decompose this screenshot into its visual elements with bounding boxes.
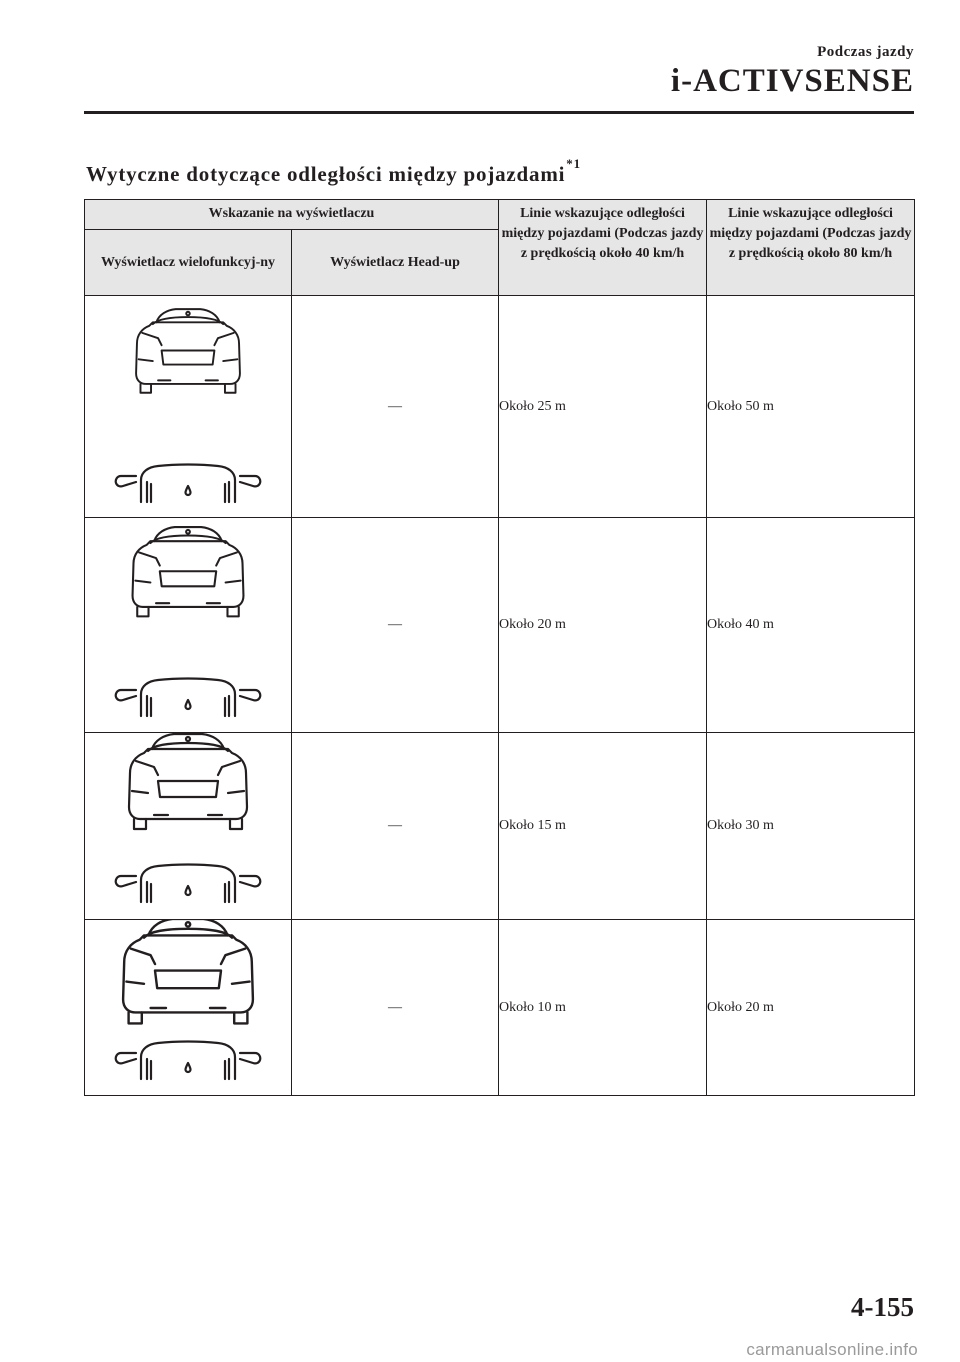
multi-display-indication (85, 518, 292, 733)
car-distance-graphic (85, 518, 292, 732)
distance-80: Około 30 m (707, 733, 915, 920)
distance-80: Około 40 m (707, 518, 915, 733)
distance-80: Około 50 m (707, 296, 915, 518)
watermark: carmanualsonline.info (746, 1340, 918, 1359)
multi-display-indication (85, 296, 292, 518)
lead-car-icon (123, 920, 253, 1023)
hud-indication: — (292, 296, 499, 518)
table-row (85, 518, 915, 733)
hud-indication: — (292, 518, 499, 733)
page-header (671, 44, 914, 98)
page-title (86, 156, 581, 187)
distance-table (84, 199, 915, 1096)
multi-display-indication (85, 920, 292, 1096)
distance-40: Około 10 m (499, 920, 707, 1096)
header-multi-display: Wyświetlacz wielofunkcyj-ny (85, 230, 292, 296)
title-text: Wytyczne dotyczące odległości między pojazdami (86, 162, 566, 186)
header-hud: Wyświetlacz Head-up (292, 230, 499, 296)
lead-car-icon (129, 734, 247, 829)
hud-indication: — (292, 733, 499, 920)
chapter-name: i-ACTIVSENSE (670, 63, 914, 99)
car-distance-graphic (85, 296, 292, 517)
section-name: Podczas jazdy (817, 44, 914, 60)
lead-car-icon (133, 527, 244, 616)
own-car-icon (116, 465, 261, 503)
table-row (85, 920, 915, 1096)
car-distance-graphic (85, 733, 292, 919)
car-distance-graphic (85, 920, 292, 1095)
lead-car-icon (136, 309, 240, 393)
distance-40: Około 15 m (499, 733, 707, 920)
own-car-icon (116, 679, 261, 717)
multi-display-indication (85, 733, 292, 920)
page-number: 4-155 (851, 1292, 914, 1322)
hud-indication: — (292, 920, 499, 1096)
distance-80: Około 20 m (707, 920, 915, 1096)
header-display: Wskazanie na wyświetlaczu (85, 200, 499, 230)
own-car-icon (116, 865, 261, 903)
header-distance-40: Linie wskazujące odległości między pojazdami (Podczas jazdy z prędkością około 40 km/h (499, 200, 707, 296)
table-row (85, 296, 915, 518)
table-row (85, 733, 915, 920)
header-distance-80: Linie wskazujące odległości między pojazdami (Podczas jazdy z prędkością około 80 km/h (707, 200, 915, 296)
header-rule (84, 111, 914, 114)
distance-40: Około 25 m (499, 296, 707, 518)
title-footnote: *1 (566, 156, 581, 171)
distance-40: Około 20 m (499, 518, 707, 733)
own-car-icon (116, 1042, 261, 1080)
